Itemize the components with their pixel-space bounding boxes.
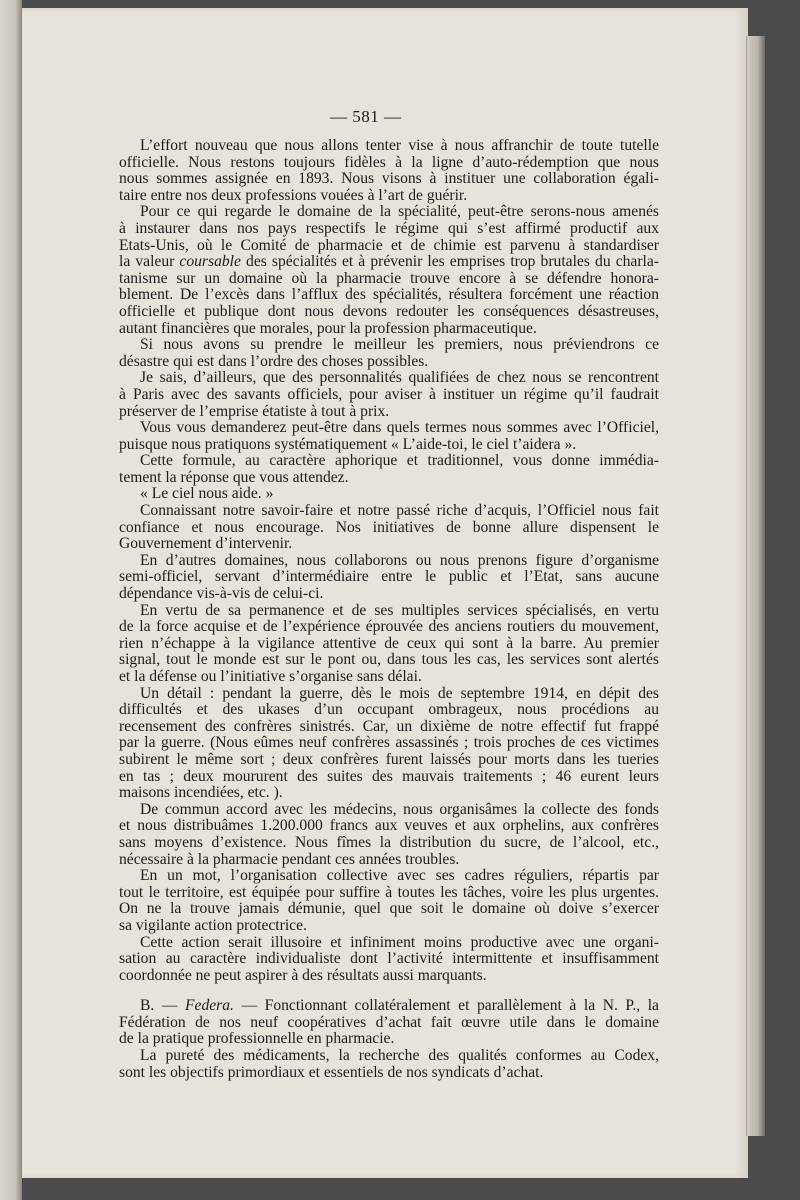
body-text (119, 138, 659, 1081)
text-line: Pour ce qui regarde le domaine de la spécialité, peut-être serons-nous amenés (140, 203, 659, 221)
text-line: subirent le même sort ; deux confrères furent laissés pour morts dans les tueries (119, 750, 659, 768)
text-line: En d’autres domaines, nous collaborons ou nous prenons figure d’organisme (140, 551, 659, 569)
text-line: et nous distribuâmes 1.200.000 francs aux veuves et aux orphelins, aux confrères (119, 817, 659, 835)
text-line: nous sommes assignée en 1893. Nous visons à instituer une collaboration égali- (119, 170, 659, 188)
text-line: à instaurer dans nos pays respectifs le régime qui s’est affirmé productif aux (119, 219, 659, 237)
text-line: confiance et nous encourage. Nos initiatives de bonne allure dispensent le (119, 518, 659, 536)
text-line: rien n’échappe à la vigilance attentive de ceux qui sont à la barre. Au premier (119, 634, 659, 652)
facing-page-edge (0, 0, 22, 1200)
text-line: sa vigilante action protectrice. (119, 916, 307, 934)
text-line: de la pratique professionnelle en pharmacie. (119, 1030, 395, 1048)
text-line: tement la réponse que vous attendez. (119, 468, 349, 486)
text-line: Si nous avons su prendre le meilleur les premiers, nous préviendrons ce (140, 336, 659, 354)
text-line: difficultés et des ukases d’un occupant ombrageux, nous procédions au (119, 701, 659, 719)
text-fragment: la valeur (119, 253, 180, 271)
text-line: Gouvernement d’intervenir. (119, 535, 293, 553)
text-line: sation au caractère individualiste dont l’activité intermittente et insuffisamment (119, 950, 659, 968)
text-line: recensement des confrères sinistrés. Car, un dixième de notre effectif fut frappé (119, 717, 659, 735)
text-line: Un détail : pendant la guerre, dès le mois de septembre 1914, en dépit des (140, 684, 659, 702)
text-line: désastre qui est dans l’ordre des choses possibles. (119, 352, 429, 370)
text-line: dépendance vis-à-vis de celui-ci. (119, 585, 324, 603)
text-line: taire entre nos deux professions vouées à l’art de guérir. (119, 186, 468, 204)
text-line: autant financières que morales, pour la profession pharmaceutique. (119, 319, 537, 337)
text-line: blement. De l’excès dans l’afflux des spécialités, résultera forcément une réaction (119, 286, 659, 304)
text-line: maisons incendiées, etc. ). (119, 784, 283, 802)
text-line: tout le territoire, est équipée pour suffire à toutes les tâches, voire les plus urgentes. (119, 883, 659, 901)
text-line: La pureté des médicaments, la recherche des qualités conformes au Codex, (140, 1047, 659, 1065)
text-line: sont les objectifs primordiaux et essentiels de nos syndicats d’achat. (119, 1063, 544, 1081)
text-line: de la force acquise et de l’expérience éprouvée des anciens routiers du mouvement, (119, 618, 659, 636)
text-line: tanisme sur un domaine où la pharmacie trouve encore à se défendre honora- (119, 269, 659, 287)
text-line: puisque nous pratiquons systématiquement « L’aide-toi, le ciel t’aidera ». (119, 435, 577, 453)
page-stack-edge (746, 36, 765, 1136)
text-line: On ne la trouve jamais démunie, quel que soit le domaine où doive s’exercer (119, 900, 659, 918)
text-fragment: B. — (140, 997, 186, 1015)
italic-term: coursable (179, 253, 241, 271)
text-line: Connaissant notre savoir-faire et notre passé riche d’acquis, l’Officiel nous fait (140, 502, 659, 520)
text-line: Cette formule, au caractère aphorique et traditionnel, vous donne immédia- (140, 452, 659, 470)
text-line: Fédération de nos neuf coopératives d’achat fait œuvre utile dans le domaine (119, 1013, 659, 1031)
text-line: De commun accord avec les médecins, nous organisâmes la collecte des fonds (140, 800, 659, 818)
italic-term: Federa. (185, 997, 234, 1015)
text-line: Cette action serait illusoire et infiniment moins productive avec une organi- (140, 933, 659, 951)
text-line: officielle. Nous restons toujours fidèles à la ligne d’auto-rédemption que nous (119, 153, 659, 171)
text-line: sans moyens d’existence. Nous fîmes la distribution du sucre, de l’alcool, etc., (119, 833, 659, 851)
text-line: nécessaire à la pharmacie pendant ces années troubles. (119, 850, 460, 868)
text-line: et la défense ou l’initiative s’organise sans délai. (119, 668, 422, 685)
page-number: — 581 — (330, 107, 402, 126)
text-line: officielle et publique dont nous devons redouter les conséquences désastreuses, (119, 302, 659, 320)
text-line: en tas ; deux moururent des suites des mauvais traitements ; 46 eurent leurs (119, 767, 659, 785)
text-line: coordonnée ne peut aspirer à des résultats aussi marquants. (119, 966, 487, 984)
text-line: Etats-Unis, où le Comité de pharmacie et de chimie est parvenu à standardiser (119, 236, 659, 254)
text-fragment: des spécialités et à prévenir les emprises trop brutales du charla- (240, 253, 659, 271)
text-line: à Paris avec des savants officiels, pour aviser à instituer un régime qu’il faudrait (119, 385, 659, 403)
text-line: « Le ciel nous aide. » (140, 485, 274, 503)
text-fragment: — Fonctionnant collatéralement et parallèlement à la N. P., la (233, 997, 659, 1015)
text-line: signal, tout le monde est sur le pont ou, dans tous les cas, les services sont alertés (119, 651, 659, 669)
text-line: Je sais, d’ailleurs, que des personnalités qualifiées de chez nous se rencontrent (140, 369, 659, 387)
text-line: Vous vous demanderez peut-être dans quels termes nous sommes avec l’Officiel, (140, 419, 659, 437)
text-line: semi-officiel, servant d’intermédiaire entre le public et l’Etat, sans aucune (119, 568, 659, 586)
book-page (22, 8, 748, 1178)
text-line: par la guerre. (Nous eûmes neuf confrères assassinés ; trois proches de ces victimes (119, 734, 659, 752)
text-line (119, 254, 659, 271)
text-line (119, 998, 659, 1015)
text-line: L’effort nouveau que nous allons tenter vise à nous affranchir de toute tutelle (140, 137, 659, 154)
text-line: En un mot, l’organisation collective avec ses cadres réguliers, répartis par (140, 867, 659, 885)
text-line: En vertu de sa permanence et de ses multiples services spécialisés, en vertu (140, 601, 659, 619)
text-line: préserver de l’emprise étatiste à tout à prix. (119, 402, 390, 420)
